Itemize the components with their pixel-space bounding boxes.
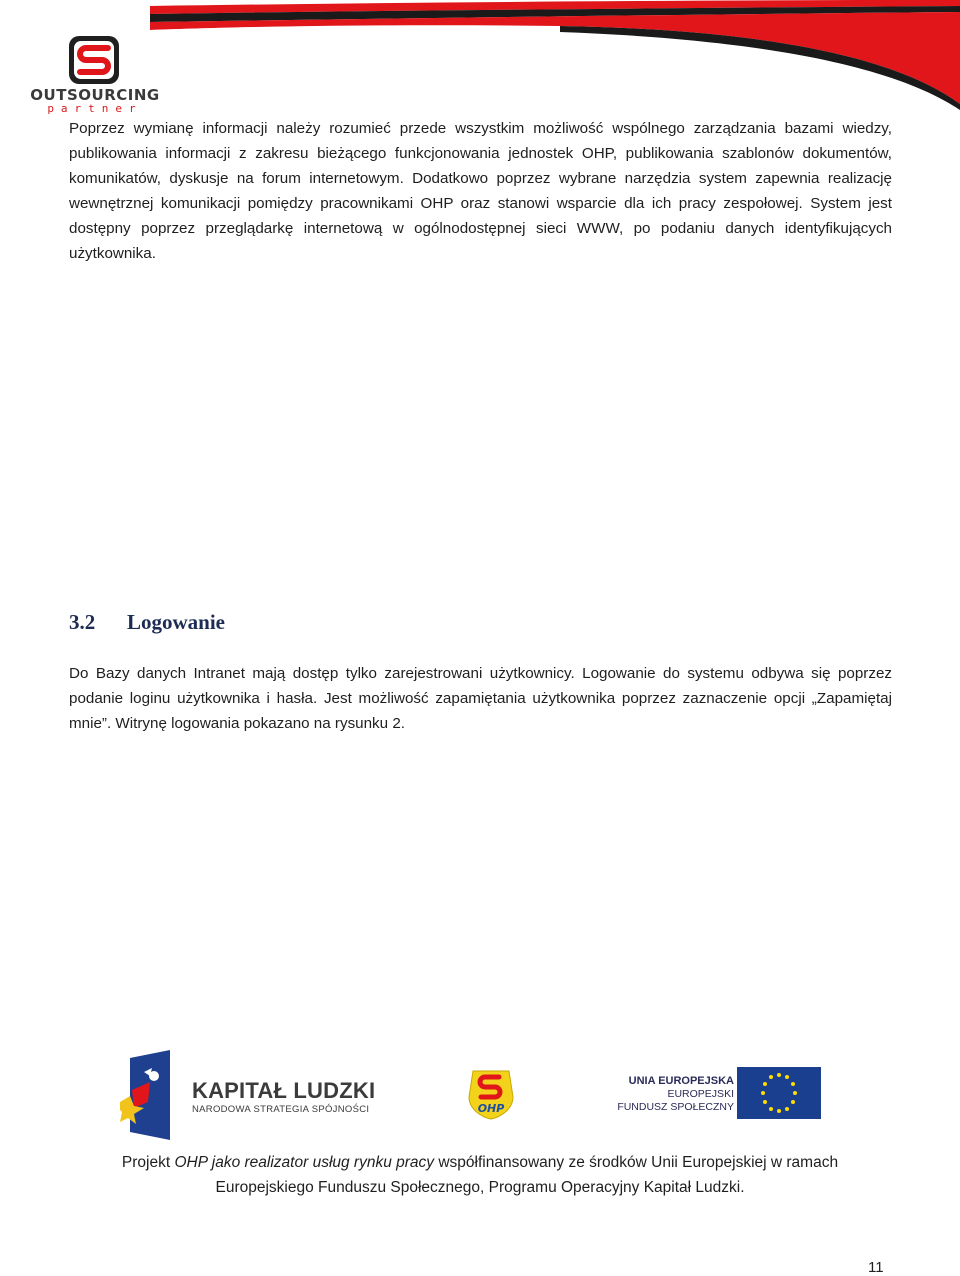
eu-text-line3: FUNDUSZ SPOŁECZNY <box>617 1101 734 1113</box>
logo-word: OUTSOURCING <box>30 86 160 104</box>
paragraph-login: Do Bazy danych Intranet mają dostęp tylko zarejestrowani użytkownicy. Logowanie do systemu odbywa się poprzez podanie loginu użytkownika i hasła. Jest możliwość zapamiętania użytkownika poprzez zaznaczenie opcji „Zapamiętaj mnie”. Witrynę logowania pokazano na rysunku 2. <box>69 665 892 732</box>
page-number: 11 <box>868 1259 884 1276</box>
project-suffix: współfinansowany ze środków Unii Europejskiej w ramach <box>434 1154 839 1171</box>
kapital-ludzki-title: KAPITAŁ LUDZKI <box>192 1078 376 1103</box>
kapital-ludzki-emblem-icon <box>120 1050 180 1140</box>
paragraph-information-exchange: Poprzez wymianę informacji należy rozumieć przede wszystkim możliwość wspólnego zarządzania bazami wiedzy, publikowania informacji z zakresu bieżącego funkcjonowania jednostek OHP, publikowania szablonów dokumentów, komunikatów, dyskusje na forum internetowym. Dodatkowo poprzez wybrane narzędzia system zapewnia realizację wewnętrznej komunikacji pomiędzy pracownikami OHP oraz stanowi wsparcie dla ich pracy zespołowej. System jest dostępny poprzez przeglądarkę internetową w ogólnodostępnej sieci WWW, po podaniu danych identyfikujących użytkownika. <box>69 120 892 262</box>
eu-flag-icon <box>737 1067 821 1119</box>
project-title-italic: OHP jako realizator usług rynku pracy <box>174 1154 435 1171</box>
kapital-ludzki-subtitle: NARODOWA STRATEGIA SPÓJNOŚCI <box>192 1104 370 1115</box>
project-prefix: Projekt <box>121 1154 175 1171</box>
footer-logos <box>0 1045 960 1140</box>
footer-project-text <box>80 1150 880 1200</box>
logo-mark-icon <box>30 34 160 88</box>
ohp-logo-icon <box>463 1065 519 1121</box>
footer-line1 <box>80 1150 880 1175</box>
section-heading <box>69 610 225 635</box>
section-number: 3.2 <box>69 610 96 634</box>
footer-line2: Europejskiego Funduszu Społecznego, Programu Operacyjny Kapitał Ludzki. <box>215 1179 745 1196</box>
eu-text-line1: UNIA EUROPEJSKA <box>628 1075 734 1087</box>
logo-sub: partner <box>47 102 143 115</box>
ohp-label: OHP <box>477 1102 505 1115</box>
eu-text-line2: EUROPEJSKI <box>667 1088 734 1100</box>
outsourcing-partner-logo <box>30 34 160 116</box>
section-title: Logowanie <box>127 610 226 634</box>
